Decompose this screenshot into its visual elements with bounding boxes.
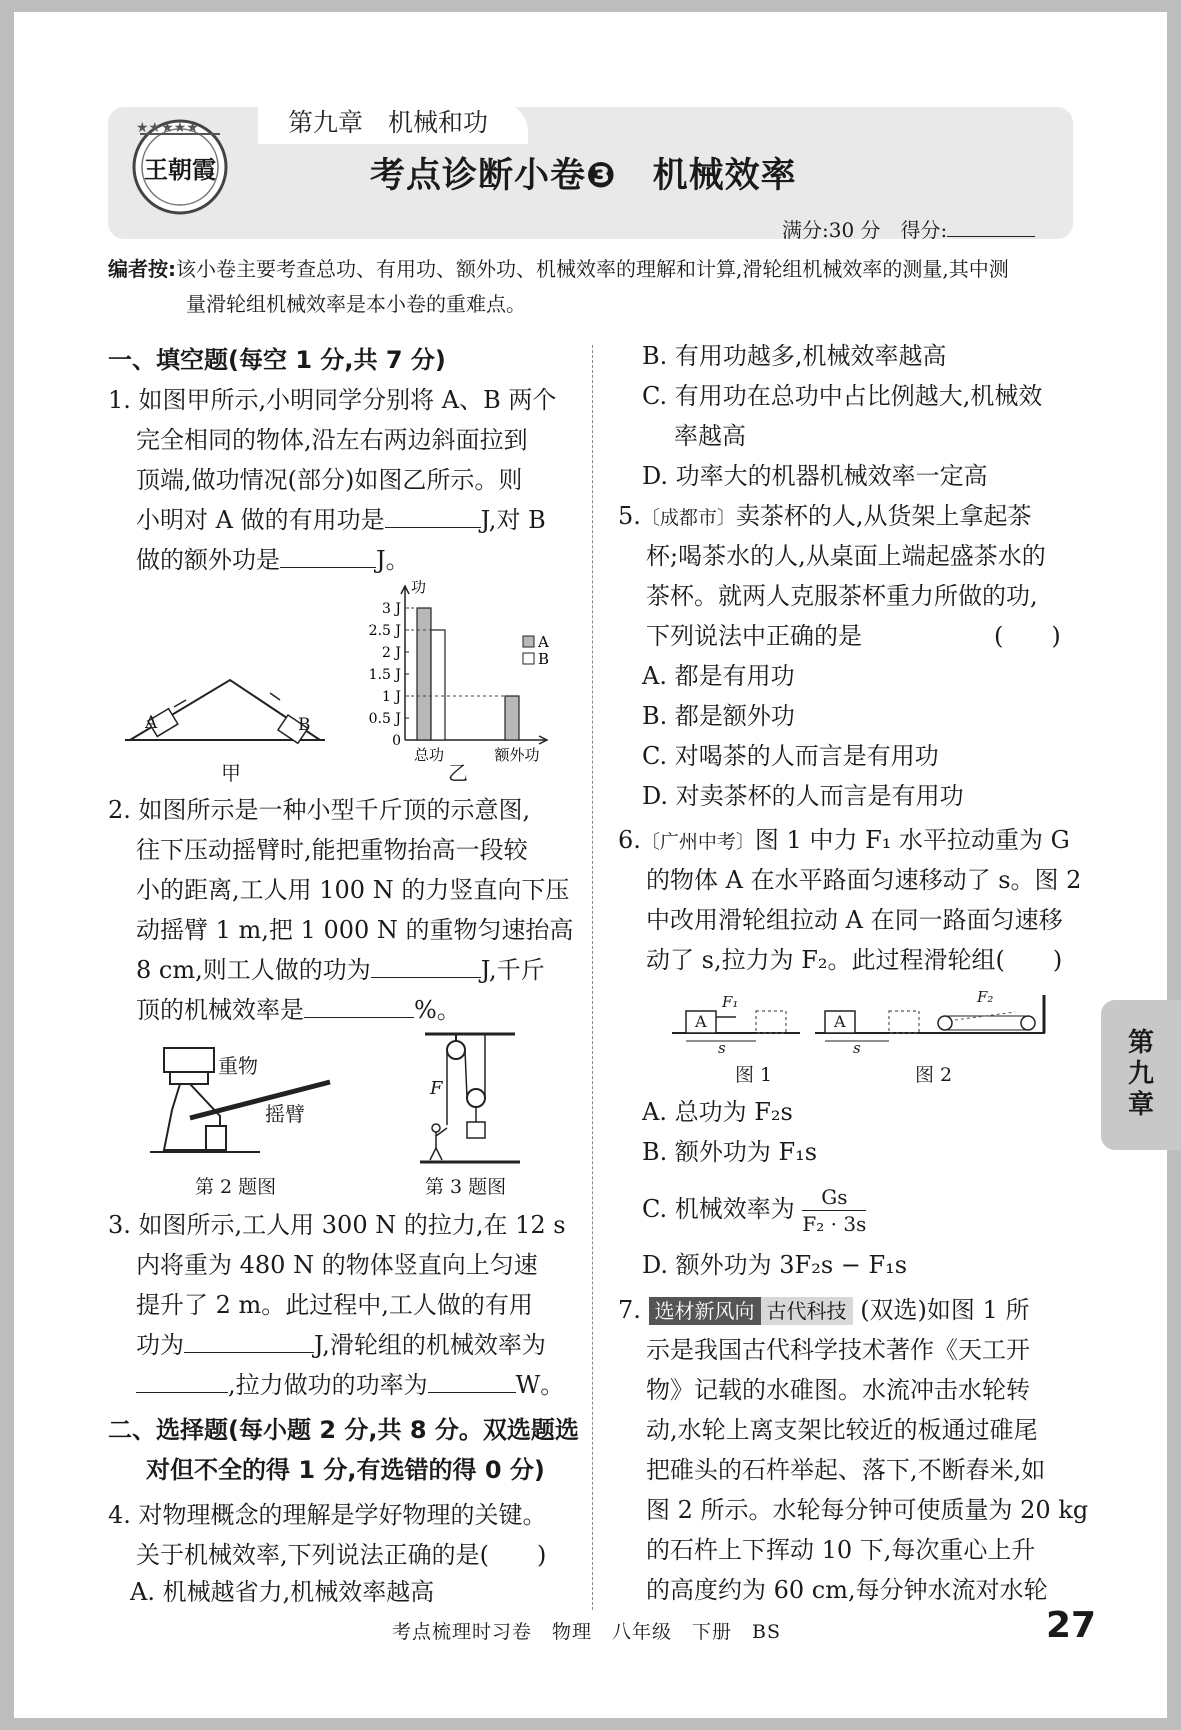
logo-text: 王朝霞: [144, 155, 216, 184]
legend-swatch-A: [523, 636, 534, 647]
q3-answer-blank-1[interactable]: [184, 1326, 314, 1353]
q2-answer-blank-1[interactable]: [371, 951, 481, 978]
q7-line3: 物》记载的水碓图。水流冲击水轮转: [646, 1376, 1030, 1404]
q1-line2: 完全相同的物体,沿左右两边斜面拉到: [136, 426, 528, 454]
q1-answer-blank-2[interactable]: [280, 541, 376, 568]
q6-fig2-force-label: F₂: [977, 988, 994, 1006]
q6-fig1-distance-label: s: [718, 1039, 726, 1057]
q6-line4: 动了 s,拉力为 F₂。此过程滑轮组( ): [646, 946, 1063, 974]
y-tick-label: 1 J: [382, 689, 401, 705]
q2-line4: 动摇臂 1 m,把 1 000 N 的重物匀速抬高: [136, 916, 574, 944]
block-a-label: A: [145, 713, 158, 733]
q6-line1-text: 图 1 中力 F₁ 水平拉动重为 G: [754, 826, 1070, 854]
q5-option-d[interactable]: D. 对卖茶杯的人而言是有用功: [642, 782, 964, 810]
q3-line4-b: J,滑轮组的机械效率为: [314, 1331, 546, 1359]
q6-fig1-force-label: F₁: [722, 993, 739, 1011]
q6-fig2-block-label: A: [834, 1012, 846, 1031]
q4-option-a[interactable]: A. 机械越省力,机械效率越高: [130, 1578, 435, 1606]
q5-line4: 下列说法中正确的是: [646, 622, 862, 650]
y-tick-label: 2 J: [382, 645, 401, 661]
q6-number: 6.: [618, 826, 641, 854]
bar-chart: [345, 580, 575, 780]
page-title: 考点诊断小卷❸ 机械效率: [370, 156, 797, 196]
section2-title-line2: 对但不全的得 1 分,有选错的得 0 分): [146, 1456, 545, 1484]
q7-line2: 示是我国古代科学技术著作《天工开: [646, 1336, 1030, 1364]
side-tab-char-3: 章: [1127, 1090, 1154, 1120]
q2-line2: 往下压动摇臂时,能把重物抬高一段较: [136, 836, 528, 864]
q2-answer-blank-2[interactable]: [304, 991, 414, 1018]
q1-line5-a: 做的额外功是: [136, 546, 280, 574]
q6-fig2-distance-label: s: [853, 1039, 861, 1057]
x-category-label: 总功: [413, 746, 445, 764]
q6-option-c[interactable]: [642, 1184, 866, 1237]
legend-label-A: A: [538, 633, 549, 651]
y-tick-label: 0: [392, 733, 401, 749]
y-tick-label: 3 J: [382, 601, 401, 617]
bar-A-1: [505, 696, 519, 740]
x-category-label: 额外功: [494, 746, 540, 764]
q2-line5-a: 8 cm,则工人做的功为: [136, 956, 371, 984]
chapter-side-tab: [1101, 1000, 1181, 1150]
q5-source: 〔成都市〕: [640, 507, 736, 529]
q6-option-a[interactable]: A. 总功为 F₂s: [642, 1098, 793, 1126]
q4-option-b[interactable]: B. 有用功越多,机械效率越高: [642, 342, 947, 370]
q6-option-b[interactable]: B. 额外功为 F₁s: [642, 1138, 818, 1166]
q5-number: 5.: [618, 502, 641, 530]
q7-line1: [618, 1290, 1029, 1330]
q5-line3: 茶杯。就两人克服茶杯重力所做的功,: [646, 582, 1038, 610]
fraction-numerator: Gs: [802, 1184, 866, 1211]
score-text: 满分:30 分 得分:: [782, 218, 948, 242]
q1-line5-b: J。: [376, 546, 410, 574]
q4-option-c-line1[interactable]: C. 有用功在总功中占比例越大,机械效: [642, 382, 1043, 410]
fig1-jia-caption: 甲: [221, 761, 241, 785]
column-separator: [592, 345, 593, 1610]
q2-line6: [136, 990, 461, 1030]
fig3-caption: 第 3 题图: [425, 1176, 507, 1198]
q5-option-b[interactable]: B. 都是额外功: [642, 702, 795, 730]
q6-option-c-text: C. 机械效率为: [642, 1195, 795, 1223]
block-b-label: B: [298, 715, 311, 735]
q1-line4-b: J,对 B: [480, 506, 546, 534]
q7-line6: 图 2 所示。水轮每分钟可使质量为 20 kg: [646, 1496, 1089, 1524]
q2-line6-a: 顶的机械效率是: [136, 996, 304, 1024]
q3-answer-blank-2[interactable]: [136, 1366, 228, 1393]
q1-line1: 1. 如图甲所示,小明同学分别将 A、B 两个: [108, 386, 557, 414]
q5-line1: [618, 496, 1032, 538]
q7-tag-ancient-tech: 古代科技: [761, 1297, 853, 1325]
q5-answer-paren[interactable]: ( ): [994, 622, 1061, 650]
q3-line2: 内将重为 480 N 的物体竖直向上匀速: [136, 1251, 538, 1279]
side-tab-char-1: 第: [1127, 1028, 1154, 1058]
q6-line2: 的物体 A 在水平路面匀速移动了 s。图 2: [646, 866, 1082, 894]
q1-line4: [136, 500, 546, 540]
q3-line4: [136, 1325, 546, 1365]
legend-label-B: B: [538, 650, 550, 668]
y-tick-label: 1.5 J: [368, 667, 401, 683]
q6-line1: [618, 820, 1070, 862]
figure-jack: [150, 1040, 350, 1175]
q7-number: 7.: [618, 1296, 641, 1324]
y-tick-label: 2.5 J: [368, 623, 401, 639]
q7-line5: 把碓头的石杵举起、落下,不断舂米,如: [646, 1456, 1046, 1484]
q1-answer-blank-1[interactable]: [385, 501, 481, 528]
q2-line5-b: J,千斤: [480, 956, 545, 984]
q4-line2: 关于机械效率,下列说法正确的是( ): [136, 1541, 547, 1569]
q4-option-c-line2: 率越高: [674, 422, 746, 450]
page-number: 27: [1046, 1605, 1097, 1646]
pulley-force-label: F: [430, 1078, 443, 1099]
bar-A-0: [417, 608, 431, 740]
q4-option-d[interactable]: D. 功率大的机器机械效率一定高: [642, 462, 988, 490]
chart-container: [345, 580, 575, 780]
q3-line5: [136, 1365, 564, 1405]
q5-line2: 杯;喝茶水的人,从桌面上端起盛茶水的: [646, 542, 1046, 570]
chapter-label: 第九章 机械和功: [258, 102, 528, 144]
q5-option-c[interactable]: C. 对喝茶的人而言是有用功: [642, 742, 939, 770]
q1-line3: 顶端,做功情况(部分)如图乙所示。则: [136, 466, 523, 494]
y-tick-label: 0.5 J: [368, 711, 401, 727]
q6-fig2-caption: 图 2: [915, 1064, 953, 1086]
q7-line1-text: (双选)如图 1 所: [860, 1296, 1030, 1324]
y-axis-label: 功: [411, 580, 427, 596]
editor-note-line2: 量滑轮组机械效率是本小卷的重难点。: [186, 292, 526, 316]
jack-weight-label: 重物: [218, 1054, 258, 1078]
section1-title: 一、填空题(每空 1 分,共 7 分): [108, 346, 446, 374]
editor-note-line1: 该小卷主要考查总功、有用功、额外功、机械效率的理解和计算,滑轮组机械效率的测量,其中测: [176, 257, 1009, 281]
q3-line4-a: 功为: [136, 1331, 184, 1359]
logo: [120, 112, 240, 222]
q2-line5: [136, 950, 545, 990]
legend-swatch-B: [523, 653, 534, 664]
q4-line1: 4. 对物理概念的理解是学好物理的关键。: [108, 1501, 547, 1529]
figure-pulley: [420, 1030, 520, 1170]
q6-fig1-caption: 图 1: [735, 1064, 773, 1086]
q7-tag-new-trend: 选材新风向: [649, 1297, 761, 1325]
q6-source: 〔广州中考〕: [640, 831, 755, 853]
score-blank[interactable]: [947, 210, 1035, 237]
section2-title-line1: 二、选择题(每小题 2 分,共 8 分。双选题选: [108, 1416, 579, 1444]
footer-text: 考点梳理时习卷 物理 八年级 下册 BS: [392, 1621, 781, 1643]
q6-option-d[interactable]: D. 额外功为 3F₂s − F₁s: [642, 1251, 908, 1279]
q6-line3: 中改用滑轮组拉动 A 在同一路面匀速移: [646, 906, 1063, 934]
q1-line4-a: 小明对 A 做的有用功是: [136, 506, 385, 534]
efficiency-fraction: [802, 1184, 866, 1237]
q2-line1: 2. 如图所示是一种小型千斤顶的示意图,: [108, 796, 531, 824]
fig1-yi-caption: 乙: [448, 761, 468, 785]
q5-option-a[interactable]: A. 都是有用功: [642, 662, 795, 690]
side-tab-char-2: 九: [1127, 1059, 1154, 1089]
q6-figure2: [815, 990, 1050, 1055]
editor-note: [108, 253, 1009, 285]
q3-answer-blank-3[interactable]: [428, 1366, 516, 1393]
q3-line1: 3. 如图所示,工人用 300 N 的拉力,在 12 s: [108, 1211, 566, 1239]
svg-text:★★★★★: ★★★★★: [136, 120, 199, 136]
q7-line8: 的高度约为 60 cm,每分钟水流对水轮: [646, 1576, 1048, 1604]
q7-line4: 动,水轮上离支架比较近的板通过碓尾: [646, 1416, 1038, 1444]
q3-line5-b: W。: [515, 1371, 565, 1399]
q6-fig1-block-label: A: [695, 1012, 707, 1031]
q5-line1-text: 卖茶杯的人,从货架上拿起茶: [735, 502, 1032, 530]
fraction-denominator: F₂ · 3s: [802, 1212, 867, 1236]
q1-line5: [136, 540, 410, 580]
editor-note-label: 编者按:: [108, 257, 176, 281]
jack-arm-label: 摇臂: [265, 1102, 305, 1126]
score-line: [782, 210, 1035, 243]
q2-line6-b: %。: [414, 996, 461, 1024]
q7-line7: 的石杵上下挥动 10 下,每次重心上升: [646, 1536, 1036, 1564]
q6-figure1: [672, 995, 802, 1055]
q3-line3: 提升了 2 m。此过程中,工人做的有用: [136, 1291, 533, 1319]
q2-line3: 小的距离,工人用 100 N 的力竖直向下压: [136, 876, 570, 904]
q3-line5-a: ,拉力做功的功率为: [228, 1371, 428, 1399]
figure-incline: [120, 665, 330, 755]
bar-B-0: [431, 630, 445, 740]
fig2-caption: 第 2 题图: [195, 1176, 277, 1198]
